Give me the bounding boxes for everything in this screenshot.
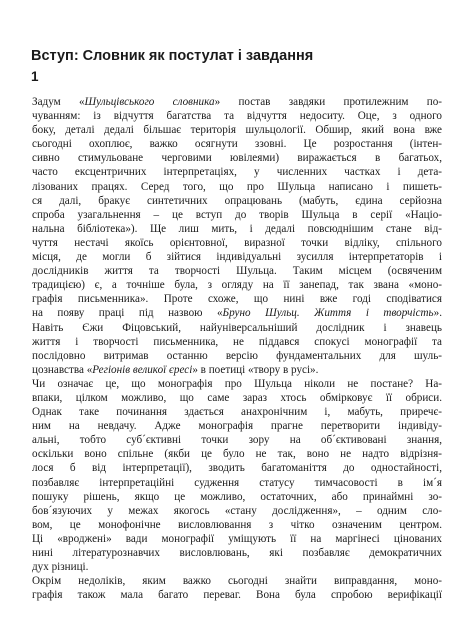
text-line: альні, тобто суб´єктивні точки зору на об´єктивовані знання, bbox=[32, 434, 442, 447]
text-line: Ці «вроджені» вади монографії уміщують її на маргінесі цінованих bbox=[32, 532, 442, 545]
text-line: на появу праці під назвою «Бруно Шульц. Життя і творчість». bbox=[32, 307, 442, 320]
text-line: чуванням: із відчуття багатства та відчуття недоситу. Оце, з одного bbox=[32, 110, 442, 123]
text-line: послідовно витримав останню версію фундаментальних для шуль- bbox=[32, 349, 442, 362]
paragraph bbox=[32, 574, 442, 602]
text-line: графія письменника». Проте схоже, що нині вже годі сподіватися bbox=[32, 293, 442, 306]
text-line: Навіть Єжи Фіцовський, найуніверсальніший дослідник і знавець bbox=[32, 321, 442, 334]
text-line: ся далі, бракує синтетичних опрацювань (мабуть, єдина серйозна bbox=[32, 194, 442, 207]
text-line: впаки, цілком можливо, що саме зараз хтось обмірковує її обриси. bbox=[32, 391, 442, 404]
text-line: місця, де могли б зійтися індивідуальні зусилля інтерпретаторів і bbox=[32, 251, 442, 264]
text-line: дух різниці. bbox=[32, 561, 89, 574]
paragraph bbox=[32, 95, 442, 377]
text-line: вом, це монофонічне висловлювання з чітко означеним центром. bbox=[32, 518, 442, 531]
text-line: Окрім недоліків, яким важко сьогодні знайти виправдання, моно- bbox=[32, 575, 442, 588]
text-line: чуття нестачі якоїсь орієнтовної, виразної точки відліку, спільного bbox=[32, 236, 442, 249]
text-line: життя і творчості письменника, не піддався спокусі монографії та bbox=[32, 335, 442, 348]
text-line: Чи означає це, що монографія про Шульца ніколи не постане? На- bbox=[32, 377, 442, 390]
text-line: цознавства «Регіонів великої єресі» в поетиці «твору в русі». bbox=[32, 363, 319, 376]
text-line: нальна бібліотека»). Ще лиш мить, і дедалі повсюднішим стане від- bbox=[32, 222, 442, 235]
text-line: лося б від інтерпретації), зводить багатоманіття до одностайності, bbox=[32, 462, 442, 475]
paragraph bbox=[32, 377, 442, 574]
text-line: оскільки воно спільне (якби це було не так, воно не надто відрізня- bbox=[32, 448, 442, 461]
text-line: пошуку рішень, якщо це можливо, остаточних, або принаймні зо- bbox=[32, 490, 442, 503]
text-line: боку, деталі дедалі більшає територія шульцології. Обшир, який вона вже bbox=[32, 124, 442, 137]
chapter-title: Вступ: Словник як постулат і завдання bbox=[31, 48, 314, 64]
body-text bbox=[32, 95, 442, 602]
text-line: спроба узагальнення – це вступ до творів Шульца в серії «Націо- bbox=[32, 208, 442, 221]
text-line: сивно стимульоване черговими ювілеями) виражається в багатьох, bbox=[32, 152, 442, 165]
text-line: традицією) є, а точніше була, з огляду на її занепад, так звана «моно- bbox=[32, 279, 442, 292]
text-line: позбавляє інтерпретаційні судження статусу тимчасовості в ім´я bbox=[32, 476, 442, 489]
text-line: Однак таке починання здається анахронічним і, мабуть, приречє- bbox=[32, 406, 442, 419]
text-line: графія також мала багато переваг. Вона була спробою верифікації bbox=[32, 589, 442, 602]
text-line: дослідників життя та творчості Шульца. Таким місцем (освяченим bbox=[32, 265, 442, 278]
text-line: сьогодні охоплює, важко осягнути ззовні. Це розростання (інтен- bbox=[32, 138, 442, 151]
section-number: 1 bbox=[31, 69, 39, 84]
text-line: Задум «Шульцівського словника» постав завдяки протилежним по- bbox=[32, 96, 442, 108]
text-line: нині літературознавчих висловлювань, які позбавляє демократичних bbox=[32, 547, 442, 559]
text-line: лізованих працях. Серед того, що про Шульца написано і пишеть- bbox=[32, 180, 442, 193]
text-line: часто ексцентричних інтерпретаціях, у численних частках і дета- bbox=[32, 166, 442, 179]
text-line: бов´язуючих у межах якогось «стану дослідження», – одним сло- bbox=[32, 504, 442, 517]
text-line: ним на невдачу. Адже монографія прагне перетворити індивіду- bbox=[32, 420, 442, 433]
